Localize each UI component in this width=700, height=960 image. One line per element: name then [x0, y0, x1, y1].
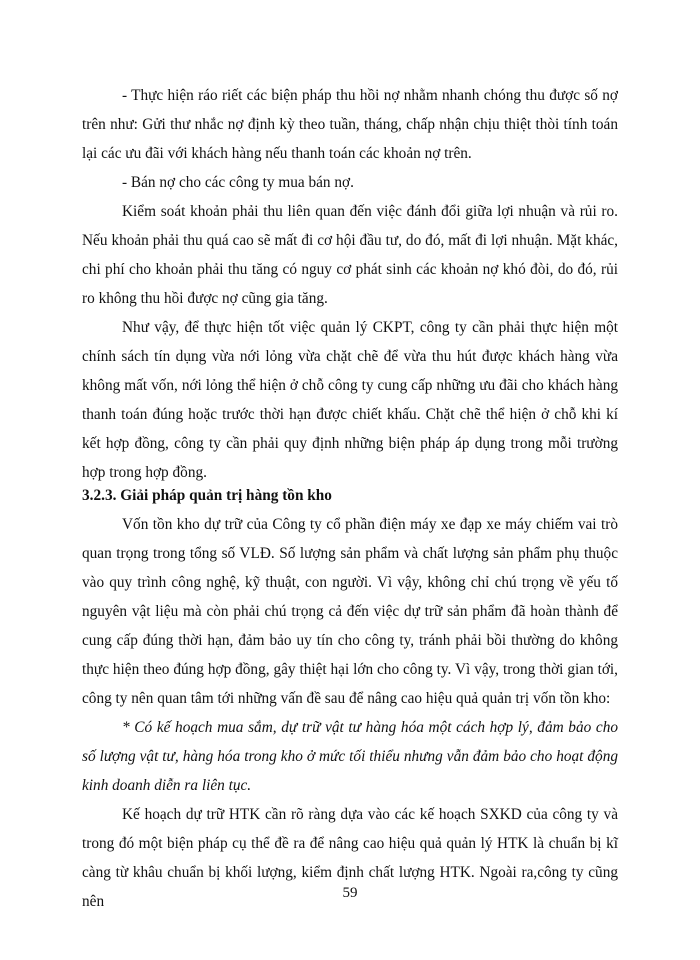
paragraph-inventory-capital: Vốn tồn kho dự trữ của Công ty cổ phần điện máy xe đạp xe máy chiếm vai trò quan trọng trong tổng số VLĐ. Số lượng sản phẩm và chất lượng sản phẩm phụ thuộc vào quy trình công nghệ, kỹ thuật, con người. Vì vậy, không chỉ chú trọng về yếu tố nguyên vật liệu mà còn phải chú trọng cả đến việc dự trữ sản phẩm đã hoàn thành để cung cấp đúng thời hạn, đảm bảo uy tín cho công ty, tránh phải bồi thường do không thực hiện theo đúng hợp đồng, gây thiệt hại lớn cho công ty. Vì vậy, trong thời gian tới, công ty nên quan tâm tới những vấn đề sau để nâng cao hiệu quả quản trị vốn tồn kho:	[82, 516, 618, 707]
paragraph-receivables-control: Kiểm soát khoản phải thu liên quan đến việc đánh đổi giữa lợi nhuận và rủi ro. Nếu khoản phải thu quá cao sẽ mất đi cơ hội đầu tư, do đó, mất đi lợi nhuận. Mặt khác, chi phí cho khoản phải thu tăng có nguy cơ phát sinh các khoản nợ khó đòi, do đó, rủi ro không thu hồi được nợ cũng gia tăng.	[82, 203, 618, 307]
paragraph-inventory-reserve-plan: Kế hoạch dự trữ HTK cần rõ ràng dựa vào các kế hoạch SXKD của công ty và trong đó một biện pháp cụ thể đề ra để nâng cao hiệu quả quản lý HTK là chuẩn bị kĩ càng từ khâu chuẩn bị khối lượng, kiểm định chất lượng HTK. Ngoài ra,công ty cũng nên	[82, 806, 618, 910]
section-heading: 3.2.3. Giải pháp quản trị hàng tồn kho	[82, 487, 332, 504]
paragraph-debt-recovery: - Thực hiện ráo riết các biện pháp thu hồi nợ nhằm nhanh chóng thu được số nợ trên như: Gửi thư nhắc nợ định kỳ theo tuần, tháng, chấp nhận chịu thiệt thòi tính toán lại các ưu đãi với khách hàng nếu thanh toán các khoản nợ trên.	[82, 87, 618, 162]
paragraph-purchasing-plan: * Có kế hoạch mua sắm, dự trữ vật tư hàng hóa một cách hợp lý, đảm bảo cho số lượng vật tư, hàng hóa trong kho ở mức tối thiểu nhưng vẫn đảm bảo cho hoạt động kinh doanh diễn ra liên tục.	[82, 719, 618, 794]
page-number: 59	[342, 885, 358, 901]
paragraph-sell-debt: - Bán nợ cho các công ty mua bán nợ.	[122, 174, 354, 191]
paragraph-credit-policy: Như vậy, để thực hiện tốt việc quản lý CKPT, công ty cần phải thực hiện một chính sách tín dụng vừa nới lỏng vừa chặt chẽ để vừa thu hút được khách hàng vừa không mất vốn, nới lỏng thể hiện ở chỗ công ty cung cấp những ưu đãi cho khách hàng thanh toán đúng hoặc trước thời hạn được chiết khấu. Chặt chẽ thể hiện ở chỗ khi kí kết hợp đồng, công ty cần phải quy định những biện pháp áp dụng trong mỗi trường hợp trong hợp đồng.	[82, 319, 618, 481]
